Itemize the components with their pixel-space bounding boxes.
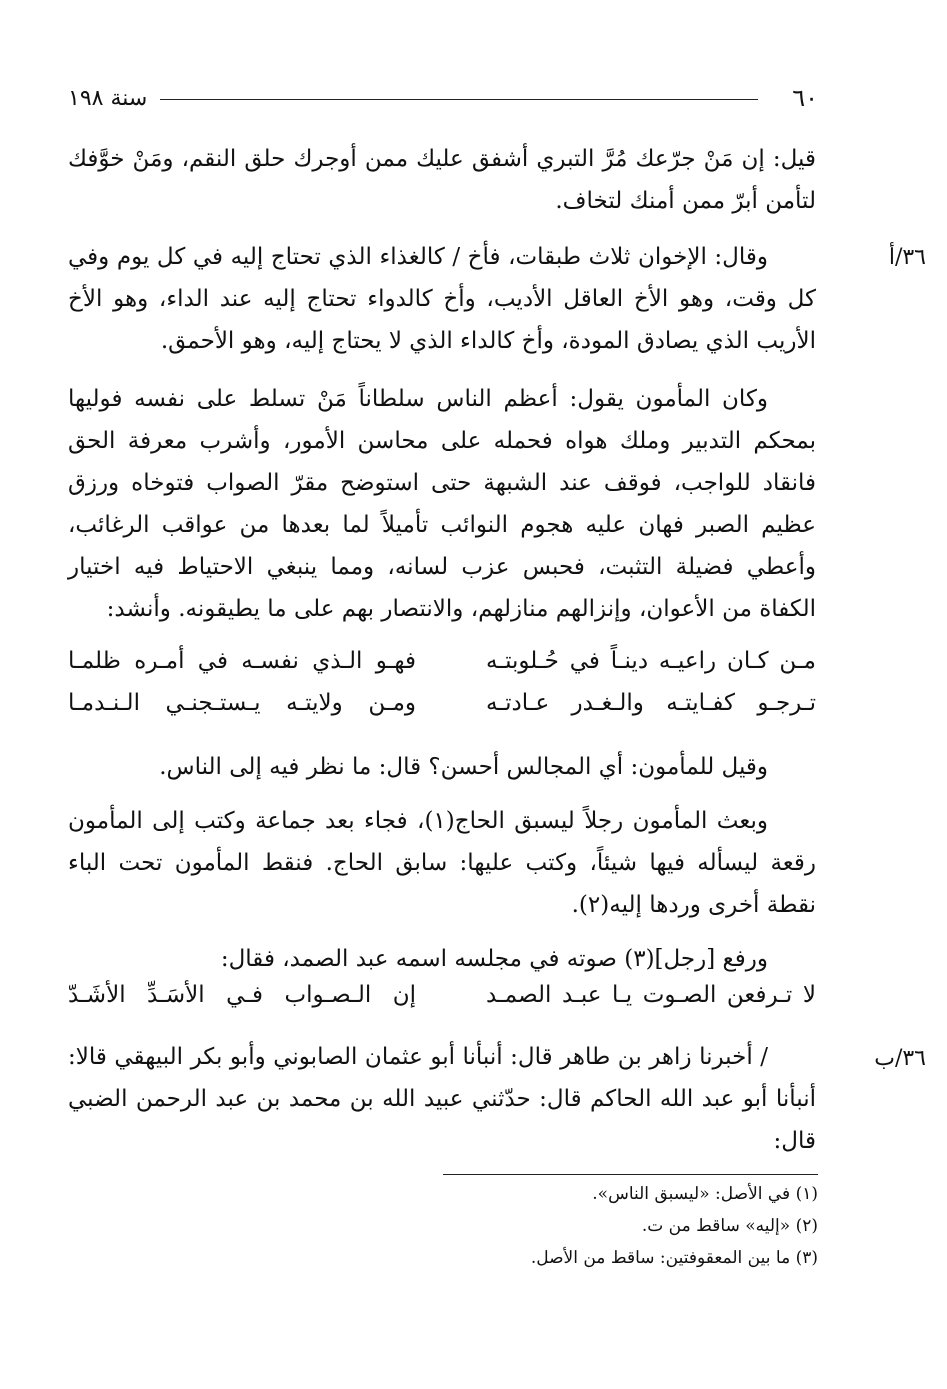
verse-2-second-hemistich: ومـن ولايتـه يـستـجنـي الـنـدمـا xyxy=(68,690,416,716)
verse-line-2 xyxy=(68,690,816,732)
paragraph-4 xyxy=(68,746,816,788)
paragraph-6 xyxy=(68,938,816,980)
paragraph-5-text: وبعث المأمون رجلاً ليسبق الحاج(١)، فجاء بعد جماعة وكتب إلى المأمون رقعة ليسأله فيها شيئاً، وكتب عليها: سابق الحاج. فنقط المأمون تحت الباء نقطة أخرى وردها إليه(٢). xyxy=(68,808,816,918)
paragraph-2-text: وقال: الإخوان ثلاث طبقات، فأخ / كالغذاء الذي تحتاج إليه في كل يوم وفي كل وقت، وهو الأخ العاقل الأديب، وأخ كالدواء تحتاج إليه عند الداء، وهو الأخ الأريب الذي يصادق المودة، وأخ كالداء الذي لا يحتاج إليه، وهو الأحمق. xyxy=(68,244,816,354)
paragraph-6-text: ورفع [رجل](٣) صوته في مجلسه اسمه عبد الصمد، فقال: xyxy=(220,946,768,972)
page-number: ٦٠ xyxy=(792,84,818,112)
margin-folio-36b: ٣٦/ب xyxy=(874,1046,926,1071)
verse-2-first-hemistich: تـرجـو كفـايتـه والـغـدر عـادتـه xyxy=(486,690,816,716)
header-rule xyxy=(160,99,758,100)
verse-1-second-hemistich: فهـو الـذي نفسـه في أمـره ظلمـا xyxy=(68,648,416,674)
year-label: سنة ١٩٨ xyxy=(68,86,148,111)
verse-line-1 xyxy=(68,648,816,690)
margin-folio-36a: ٣٦/أ xyxy=(888,245,926,270)
footnote-rule xyxy=(443,1174,818,1175)
paragraph-1-text: قيل: إن مَنْ جرّعك مُرَّ التبري أشفق عليك ممن أوجرك حلق النقم، ومَنْ خوَّفك لتأمن أبرّ ممن أمنك لتخاف. xyxy=(68,146,816,214)
paragraph-7-text: / أخبرنا زاهر بن طاهر قال: أنبأنا أبو عثمان الصابوني وأبو بكر البيهقي قالا: أنبأنا أبو عبد الله الحاكم قال: حدّثني عبيد الله بن محمد بن عبد الرحمن الضبي قال: xyxy=(68,1044,816,1154)
footnote-2: (٢) «إليه» ساقط من ت. xyxy=(641,1216,818,1236)
footnote-3: (٣) ما بين المعقوفتين: ساقط من الأصل. xyxy=(530,1248,818,1268)
verse-3-second-hemistich: إن الـصـواب فـي الأسَـدِّ الأشَـدّ xyxy=(68,982,416,1008)
paragraph-7 xyxy=(68,1036,816,1162)
paragraph-5 xyxy=(68,800,816,926)
footnotes xyxy=(300,1178,818,1274)
paragraph-3 xyxy=(68,378,816,630)
paragraph-4-text: وقيل للمأمون: أي المجالس أحسن؟ قال: ما نظر فيه إلى الناس. xyxy=(159,754,768,780)
running-header xyxy=(68,84,818,114)
paragraph-2 xyxy=(68,236,816,362)
paragraph-3-text: وكان المأمون يقول: أعظم الناس سلطاناً مَنْ تسلط على نفسه فوليها بمحكم التدبير وملك هواه فحمله على محاسن الأمور، وأشرب معرفة الحق فانقاد للواجب، فوقف عند الشبهة حتى استوضح مقرّ الصواب فتوخاه ورزق عظيم الصبر فهان عليه هجوم النوائب تأميلاً لما بعدها من عواقب الرغائب، وأعطي فضيلة التثبت، فحبس عزب لسانه، ومما ينبغي الاحتياط فيه اختيار الكفاة من الأعوان، وإنزالهم منازلهم، والانتصار بهم على ما يطيقونه. وأنشد: xyxy=(68,386,816,622)
paragraph-1 xyxy=(68,138,816,222)
verse-line-3 xyxy=(68,982,816,1024)
verse-3-first-hemistich: لا تـرفعن الصـوت يـا عبـد الصمـد xyxy=(486,982,816,1008)
footnote-1: (١) في الأصل: «ليسبق الناس». xyxy=(592,1184,818,1204)
verse-1-first-hemistich: مـن كـان راعيـه دينـاً في حُـلوبتـه xyxy=(486,648,816,674)
